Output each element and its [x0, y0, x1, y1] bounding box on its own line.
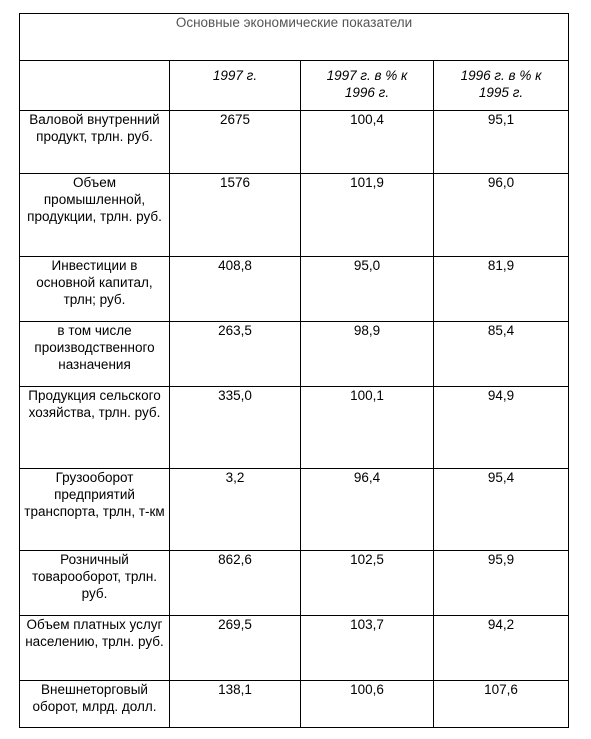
value-1996-vs-1995: 95,1 — [434, 111, 569, 174]
value-1997-vs-1996: 101,9 — [301, 174, 434, 257]
table-row — [20, 387, 569, 469]
table-title: Основные экономические показатели — [20, 14, 569, 61]
value-1997-vs-1996: 100,1 — [301, 387, 434, 469]
header-row — [20, 61, 569, 111]
value-1996-vs-1995: 85,4 — [434, 322, 569, 387]
value-1996-vs-1995: 95,9 — [434, 551, 569, 616]
value-1997-vs-1996: 96,4 — [301, 469, 434, 551]
value-1997: 862,6 — [170, 551, 301, 616]
row-label: Инвестиции в основной капитал, трлн; руб. — [20, 257, 170, 322]
value-1996-vs-1995: 107,6 — [434, 681, 569, 728]
header-empty — [20, 61, 170, 111]
value-1996-vs-1995: 95,4 — [434, 469, 569, 551]
table-row — [20, 616, 569, 681]
row-label: Внешнеторговый оборот, млрд. долл. — [20, 681, 170, 728]
row-label: Валовой внутренний продукт, трлн. руб. — [20, 111, 170, 174]
table-body — [20, 111, 569, 728]
value-1997-vs-1996: 100,6 — [301, 681, 434, 728]
table-row — [20, 469, 569, 551]
value-1997: 335,0 — [170, 387, 301, 469]
value-1996-vs-1995: 81,9 — [434, 257, 569, 322]
value-1997: 408,8 — [170, 257, 301, 322]
value-1997: 2675 — [170, 111, 301, 174]
table-row — [20, 551, 569, 616]
table-row — [20, 322, 569, 387]
value-1997-vs-1996: 102,5 — [301, 551, 434, 616]
header-1997: 1997 г. — [170, 61, 301, 111]
header-1996-vs-1995: 1996 г. в % к 1995 г. — [434, 61, 569, 111]
value-1996-vs-1995: 94,2 — [434, 616, 569, 681]
value-1997-vs-1996: 95,0 — [301, 257, 434, 322]
value-1997-vs-1996: 98,9 — [301, 322, 434, 387]
value-1997: 269,5 — [170, 616, 301, 681]
value-1997-vs-1996: 103,7 — [301, 616, 434, 681]
economic-indicators-table — [19, 13, 569, 728]
row-label: в том числе производственного назначения — [20, 322, 170, 387]
table-row — [20, 111, 569, 174]
header-1997-vs-1996: 1997 г. в % к 1996 г. — [301, 61, 434, 111]
value-1997: 263,5 — [170, 322, 301, 387]
value-1996-vs-1995: 96,0 — [434, 174, 569, 257]
row-label: Объем промышленной, продукции, трлн. руб. — [20, 174, 170, 257]
row-label: Розничный товарооборот, трлн. руб. — [20, 551, 170, 616]
value-1997: 1576 — [170, 174, 301, 257]
value-1996-vs-1995: 94,9 — [434, 387, 569, 469]
row-label: Грузооборот предприятий транспорта, трлн, т-км — [20, 469, 170, 551]
row-label: Объем платных услуг населению, трлн. руб. — [20, 616, 170, 681]
value-1997: 3,2 — [170, 469, 301, 551]
table-row — [20, 257, 569, 322]
row-label: Продукция сельского хозяйства, трлн. руб. — [20, 387, 170, 469]
table-row — [20, 174, 569, 257]
table-row — [20, 681, 569, 728]
value-1997-vs-1996: 100,4 — [301, 111, 434, 174]
value-1997: 138,1 — [170, 681, 301, 728]
